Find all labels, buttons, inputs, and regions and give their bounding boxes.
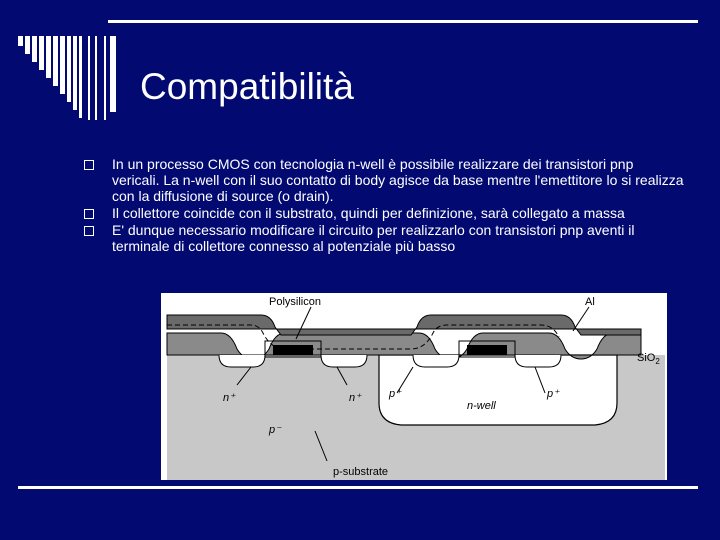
n-well-region	[379, 355, 617, 425]
label-p-plus-right: p⁺	[547, 388, 559, 400]
square-bullet-icon	[84, 226, 94, 236]
bottom-rule	[18, 486, 698, 489]
label-p-minus: p⁻	[269, 424, 281, 436]
label-polysilicon: Polysilicon	[269, 296, 321, 308]
cmos-cross-section-figure	[161, 293, 667, 480]
label-n-plus-left: n⁺	[223, 392, 235, 404]
bullet-text: E' dunque necessario modificare il circuito per realizzarlo con transistori pnp aventi il terminale di collettore connesso al potenziale più basso	[112, 222, 635, 254]
square-bullet-icon	[84, 160, 94, 170]
bullet-item	[84, 205, 684, 221]
bullet-item	[84, 156, 684, 204]
label-al: Al	[585, 296, 595, 308]
decorative-stripes	[0, 0, 160, 120]
bullet-text: Il collettore coincide con il substrato, quindi per definizione, sarà collegato a massa	[112, 205, 625, 221]
square-bullet-icon	[84, 209, 94, 219]
gate-right	[467, 345, 507, 355]
label-sio2: SiO$_2$	[637, 352, 660, 366]
label-n-well: n-well	[467, 400, 496, 412]
bullet-text: In un processo CMOS con tecnologia n-well è possibile realizzare dei transistori pnp vericali. La n-well con il suo contatto di body agisce da base mentre l'emettitore lo si realizza con la diffusione di source (o drain).	[112, 156, 684, 204]
slide-title: Compatibilità	[140, 66, 354, 107]
bullet-item	[84, 222, 684, 254]
label-p-plus-left: p⁺	[389, 388, 401, 400]
gate-left	[273, 345, 313, 355]
label-n-plus-right: n⁺	[349, 392, 361, 404]
top-rule	[108, 20, 698, 23]
label-p-substrate: p-substrate	[333, 466, 389, 478]
bullet-list	[84, 156, 684, 255]
